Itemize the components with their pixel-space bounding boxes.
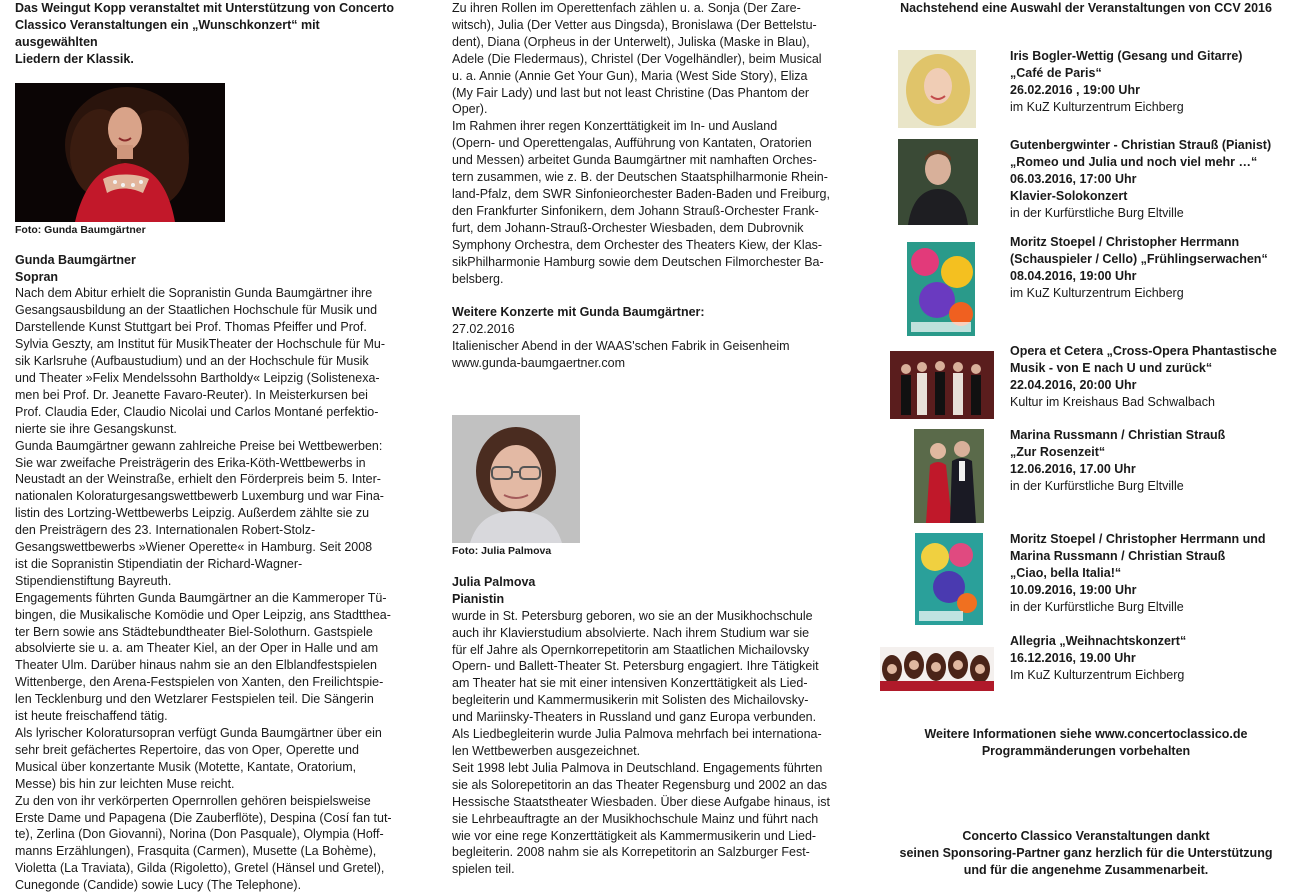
julia-photo-caption: Foto: Julia Palmova xyxy=(452,544,552,557)
more-concerts-event: Italienischer Abend in der WAAS'schen Fabrik in Geisenheim xyxy=(452,339,790,354)
more-concerts-heading: Weitere Konzerte mit Gunda Baumgärtner: xyxy=(452,305,705,320)
event-line: 08.04.2016, 19:00 Uhr xyxy=(1010,269,1137,283)
event-line: 06.03.2016, 17:00 Uhr xyxy=(1010,172,1137,186)
event-photo xyxy=(898,50,976,128)
event-venue: im KuZ Kulturzentrum Eichberg xyxy=(1010,286,1184,300)
julia-photo xyxy=(452,415,580,543)
more-concerts-url[interactable]: www.gunda-baumgaertner.com xyxy=(452,356,626,371)
event-line: Musik - von E nach U und zurück“ xyxy=(1010,361,1213,375)
event-venue: in der Kurfürstliche Burg Eltville xyxy=(1010,600,1184,614)
event-line: Iris Bogler-Wettig (Gesang und Gitarre) xyxy=(1010,49,1243,63)
event-venue: in der Kurfürstliche Burg Eltville xyxy=(1010,479,1184,493)
event-line: Marina Russmann / Christian Strauß xyxy=(1010,549,1226,563)
gunda-role: Sopran xyxy=(15,269,59,284)
event-photo xyxy=(880,647,994,691)
event-line: (Schauspieler / Cello) „Frühlingserwachen“ xyxy=(1010,252,1268,266)
gunda-bio: Nach dem Abitur erhielt die Sopranistin Gunda Baumgärtner ihre Gesangsausbildung an der Staatlichen Hochschule für Musik und Darstellende Kunst Stuttgart bei Prof. Thomas Pfeiffer und Prof. Sylvia Geszty, am Institut für MusikTheater der Hochschule für Mu- sik Karlsruhe (Aufbaustudium) und an der Hochschule für Musik und Theater »Felix Mendelssohn Bartholdy« Leipzig (Solistenexa- men bei Prof. Dr. Jeanette Favaro-Reuter). In Meisterkursen bei Prof. Claudia Eder, Claudio Nicolai und Carlos Montané perfektio- nierte sie ihre Gesangskunst. Gunda Baumgärtner gewann zahlreiche Preise bei Wettbewerben: Sie war zweifache Preisträgerin des Erika-Köth-Wettbewerbs in Neustadt an der Weinstraße, erhielt den Förderpreis beim 5. Inter- nationalen Koloraturgesangswettbewerb Luxemburg und war Fina- listin des Lortzing-Wettbewerbs Leipzig. Außerdem zählte sie zu den Preisträgern des 23. Internationalen Robert-Stolz- Gesangswettbewerbs »Wiener Operette« in Hamburg. Seit 2008 ist die Sopranistin Stipendiatin der Richard-Wagner- Stipendienstiftung Bayreuth. Engagements führten Gunda Baumgärtner an die Kammeroper Tü- bingen, die Musikalische Komödie und Oper Leipzig, ans Stadtthea- ter Bern sowie ans Städtebundtheater Biel-Solothurn. Gastspiele absolvierte sie u. a. am Theater Kiel, an der Oper in Halle und am Theater Ulm. Darüber hinaus nahm sie an den Elblandfestspielen Wittenberge, den Arena-Festspielen von Xanten, den Freilichtspie- len Tecklenburg und den Wetzlarer Festspielen teil. Die Sängerin ist heute freischaffend tätig. Als lyrischer Koloratursopran verfügt Gunda Baumgärtner über ein sehr breit gefächertes Repertoire, das von Oper, Operette und Musical über konzertante Musik (Motette, Kantate, Oratorium, Messe) bis hin zur leichten Muse reicht. Zu den von ihr verkörperten Opernrollen gehören beispielsweise Erste Dame und Papagena (Die Zauberflöte), Despina (Cosí fan tut- te), Zerlina (Don Giovanni), Norina (Don Pasquale), Olympia (Hoff- manns Erzählungen), Frasquita (Carmen), Musette (La Bohème), Violetta (La Traviata), Gilda (Rigoletto), Gretel (Hänsel und Gretel), Cunegonde (Candide) sowie Lucy (The Telephone). xyxy=(15,286,392,893)
event-line: Klavier-Solokonzert xyxy=(1010,189,1128,203)
event-poster xyxy=(907,242,975,336)
event-line: 16.12.2016, 19.00 Uhr xyxy=(1010,651,1136,665)
julia-name: Julia Palmova xyxy=(452,574,536,589)
gunda-photo xyxy=(15,83,225,222)
event-line: Marina Russmann / Christian Strauß xyxy=(1010,428,1226,442)
event-line: „Ciao, bella Italia!“ xyxy=(1010,566,1122,580)
event-poster xyxy=(915,533,983,625)
event-venue: im KuZ Kulturzentrum Eichberg xyxy=(1010,100,1184,114)
pianist-portrait-graphic xyxy=(452,415,580,543)
singer-portrait-graphic xyxy=(15,83,225,222)
event-photo xyxy=(890,351,994,419)
gunda-name: Gunda Baumgärtner xyxy=(15,252,136,267)
program-changes-note: Programmänderungen vorbehalten xyxy=(981,744,1191,758)
julia-role: Pianistin xyxy=(452,591,505,606)
event-venue: Kultur im Kreishaus Bad Schwalbach xyxy=(1010,395,1215,409)
column-gunda-bio-cont xyxy=(452,0,837,878)
event-venue: in der Kurfürstliche Burg Eltville xyxy=(1010,206,1184,220)
event-photo xyxy=(898,139,978,225)
event-line: Allegria „Weihnachtskonzert“ xyxy=(1010,634,1187,648)
event-line: Gutenbergwinter - Christian Strauß (Pianist) xyxy=(1010,138,1272,152)
event-line: Moritz Stoepel / Christopher Herrmann xyxy=(1010,235,1240,249)
intro-text: Das Weingut Kopp veranstaltet mit Unterstützung von Concerto Classico Veranstaltungen ein „Wunschkonzert“ mit ausgewählten Liedern der Klassik. xyxy=(15,1,394,66)
event-line: 12.06.2016, 17.00 Uhr xyxy=(1010,462,1136,476)
event-photo xyxy=(914,429,984,523)
julia-bio: wurde in St. Petersburg geboren, wo sie an der Musikhochschule auch ihr Klavierstudium absolvierte. Nach ihrem Studium war sie für elf Jahre als Opernkorrepetitorin am Staatlichen Michailovsky Opern- und Ballett-Theater St. Petersburg engagiert. Ihre Tätigkeit am Theater hat sie mit einer intensiven Konzerttätigkeit als Lied- begleiterin und Kammermusikerin mit Solisten des Michailovsky- und Mariinsky-Theaters in Russland und ganz Europa verbunden. Als Liedbegleiterin wurde Julia Palmova mehrfach bei internationa- len Wettbewerben ausgezeichnet. Seit 1998 lebt Julia Palmova in Deutschland. Engagements führten sie als Solorepetitorin an das Theater Regensburg und 2002 an das Hessische Staatstheater Wiesbaden. Über diese Aufgabe hinaus, ist sie Lehrbeauftragte an der Musikhochschule Mainz und führt nach wie vor eine rege Konzerttätigkeit als Kammermusikerin und Lied- begleiterin. 2008 nahm sie als Korrepetitorin an Salzburger Fest- spielen teil. xyxy=(452,608,830,877)
event-line: „Café de Paris“ xyxy=(1010,66,1102,80)
event-line: 10.09.2016, 19:00 Uhr xyxy=(1010,583,1137,597)
event-line: Moritz Stoepel / Christopher Herrmann und xyxy=(1010,532,1266,546)
events-heading: Nachstehend eine Auswahl der Veranstaltungen von CCV 2016 xyxy=(900,1,1272,15)
more-concerts-date: 27.02.2016 xyxy=(452,322,515,337)
more-info xyxy=(878,726,1294,760)
sponsor-thanks: Concerto Classico Veranstaltungen dankt seinen Sponsoring-Partner ganz herzlich für die Unterstützung und für die angenehme Zusammenarbeit. xyxy=(899,829,1273,877)
more-info-link[interactable]: Weitere Informationen siehe www.concertoclassico.de xyxy=(924,727,1248,741)
event-line: „Zur Rosenzeit“ xyxy=(1010,445,1106,459)
event-line: 22.04.2016, 20:00 Uhr xyxy=(1010,378,1137,392)
gunda-bio-continued: Zu ihren Rollen im Operettenfach zählen u. a. Sonja (Der Zare- witsch), Julia (Der Vetter aus Dingsda), Bronislawa (Der Bettelstu- dent), Diana (Orpheus in der Unterwelt), Juliska (Maske in Blau), Adele (Die Fledermaus), Christel (Der Vogelhändler), beim Musical u. a. Annie (Annie Get Your Gun), Maria (West Side Story), Eliza (My Fair Lady) und last but not least Christine (Das Phantom der Oper). Im Rahmen ihrer regen Konzerttätigkeit im In- und Ausland (Opern- und Operettengalas, Aufführung von Kantaten, Oratorien und Messen) arbeitet Gunda Baumgärtner mit namhaften Orches- tern zusammen, wie z. B. der Deutschen Staatsphilharmonie Rhein- land-Pfalz, dem SWR Sinfonieorchester Baden-Baden und Freiburg, den Frankfurter Sinfonikern, dem Johann Strauß-Orchester Frank- furt, dem Johann-Strauß-Orchester Wiesbaden, dem Dubrovnik Symphony Orchestra, dem Orchester des Theaters Kiew, der Klas- sikPhilharmonie Hamburg sowie dem Deutschen Filmorchester Ba- belsberg. xyxy=(452,1,830,286)
gunda-photo-caption: Foto: Gunda Baumgärtner xyxy=(15,223,146,236)
event-line: 26.02.2016 , 19:00 Uhr xyxy=(1010,83,1140,97)
event-venue: Im KuZ Kulturzentrum Eichberg xyxy=(1010,668,1185,682)
event-line: „Romeo und Julia und noch viel mehr …“ xyxy=(1010,155,1258,169)
event-line: Opera et Cetera „Cross-Opera Phantastische xyxy=(1010,344,1277,358)
column-gunda-bio xyxy=(15,0,400,894)
column-events xyxy=(878,0,1294,889)
